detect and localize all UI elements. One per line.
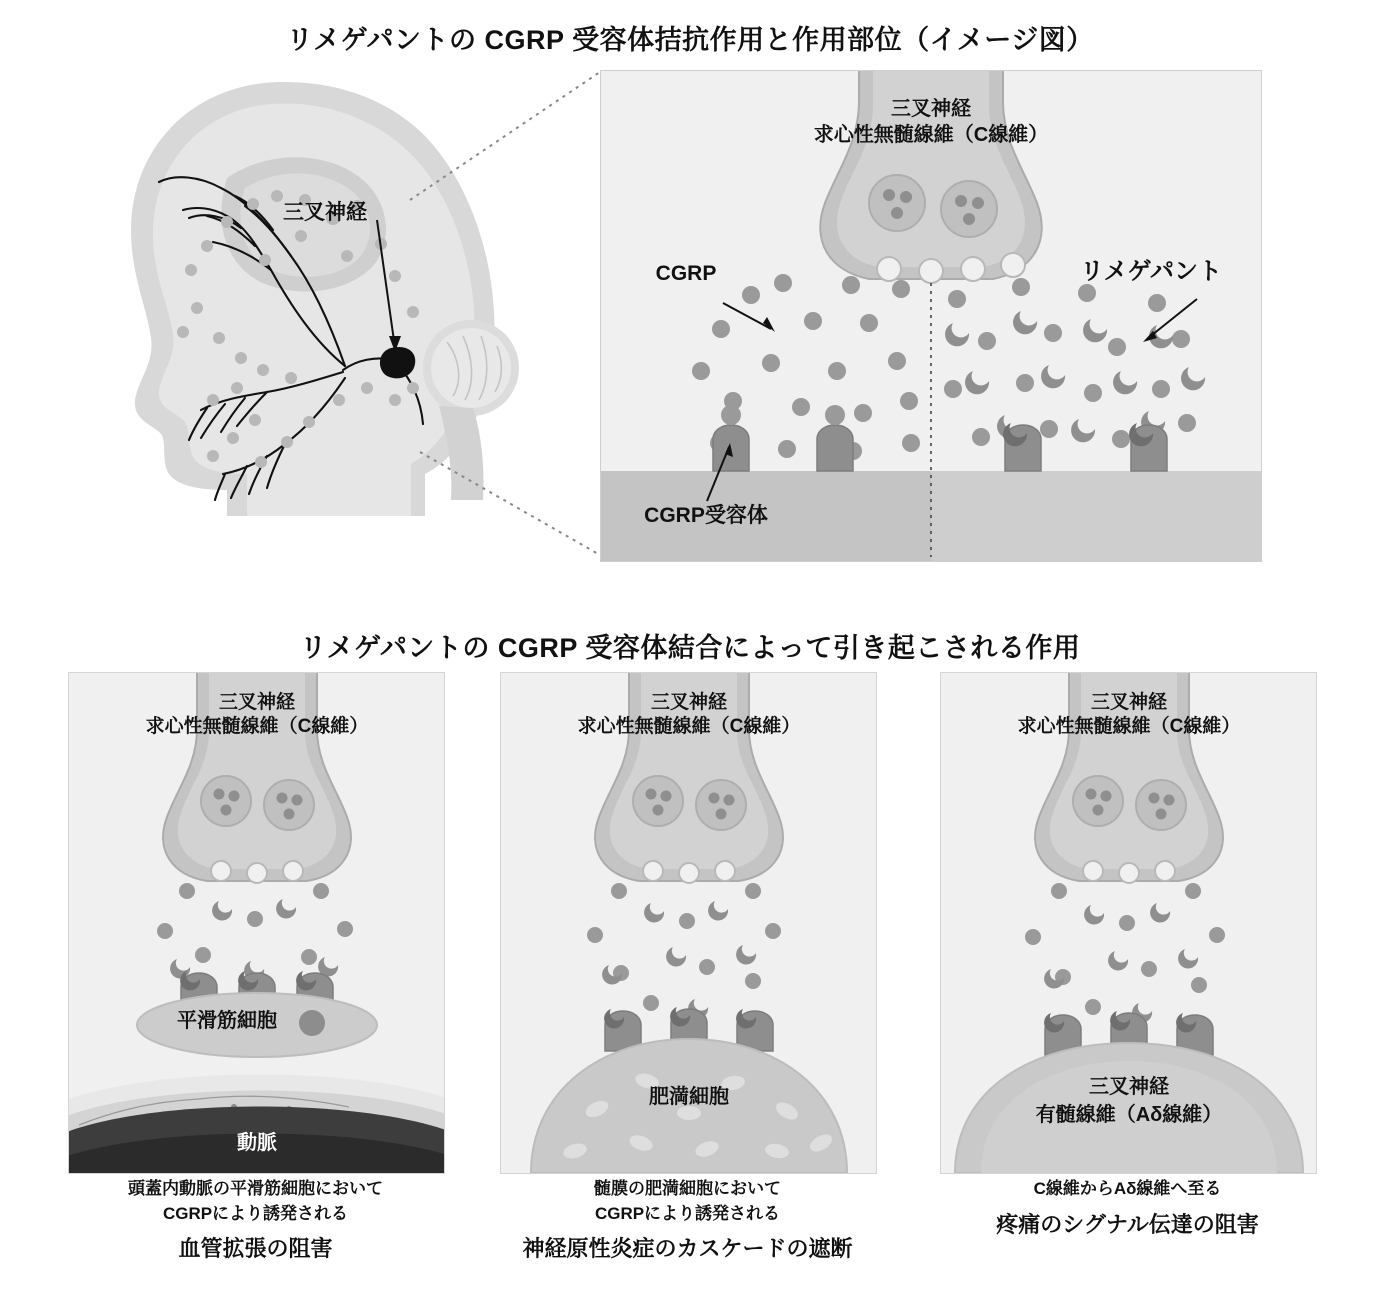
panel1-caption-line2: CGRPにより誘発される (162, 1203, 349, 1223)
panel2-caption-strong: 神経原性炎症のカスケードの遮断 (522, 1236, 853, 1262)
panel3-target-label-line2: 有髄線維（Aδ線維） (1035, 1104, 1223, 1126)
panel1-caption-strong: 血管拡張の阻害 (178, 1236, 333, 1262)
synapse-mechanism-panel (600, 70, 1262, 562)
effect-caption-pain-signal (940, 1177, 1315, 1241)
panel1-nerve-title-line2: 求心性無髄線維（C線維） (145, 716, 369, 737)
panel1-caption-line1: 頭蓋内動脈の平滑筋細胞において (128, 1179, 383, 1198)
panel2-target-label: 肥満細胞 (649, 1086, 729, 1108)
effect-caption-neurogenic-inflammation (500, 1177, 875, 1265)
panel1-nerve-title-line1: 三叉神経 (218, 692, 295, 713)
rimegepant-label: リメゲパント (1079, 258, 1223, 285)
cgrp-receptor-label: CGRP受容体 (644, 504, 768, 527)
cgrp-label: CGRP (655, 262, 717, 285)
panel3-caption-strong: 疼痛のシグナル伝達の阻害 (996, 1211, 1259, 1237)
synapse-nerve-title-line2: 求心性無髄線維（C線維） (813, 124, 1049, 146)
effect-panel-mast-cell (500, 672, 877, 1174)
zoom-connector-lines (400, 60, 630, 570)
top-diagram-section (0, 60, 1380, 570)
effect-panel-pain-signal (940, 672, 1317, 1174)
panel3-nerve-title-line2: 求心性無髄線維（C線維） (1017, 716, 1241, 737)
synapse-nerve-title-line1: 三叉神経 (891, 98, 971, 120)
page-title-bottom: リメゲパントの CGRP 受容体結合によって引き起こされる作用 (299, 633, 1081, 663)
panel1-target-label: 平滑筋細胞 (177, 1010, 277, 1032)
head-nerve-label: 三叉神経 (283, 201, 367, 224)
effect-panel-vasodilation (68, 672, 445, 1174)
panel1-vessel-label: 動脈 (237, 1132, 277, 1154)
panel2-caption-line1: 髄膜の肥満細胞において (594, 1179, 781, 1198)
panel3-target-label-line1: 三叉神経 (1089, 1076, 1169, 1098)
panel2-nerve-title-line1: 三叉神経 (650, 692, 727, 713)
effect-caption-vasodilation (68, 1177, 443, 1265)
bottom-diagram-section (0, 672, 1380, 1292)
page-title-top: リメゲパントの CGRP 受容体拮抗作用と作用部位（イメージ図） (286, 25, 1094, 55)
panel3-caption-line1: C線維からAδ線維へ至る (1033, 1179, 1222, 1198)
panel2-nerve-title-line2: 求心性無髄線維（C線維） (577, 716, 801, 737)
panel2-caption-line2: CGRPにより誘発される (594, 1203, 781, 1223)
panel3-nerve-title-line1: 三叉神経 (1090, 692, 1167, 713)
